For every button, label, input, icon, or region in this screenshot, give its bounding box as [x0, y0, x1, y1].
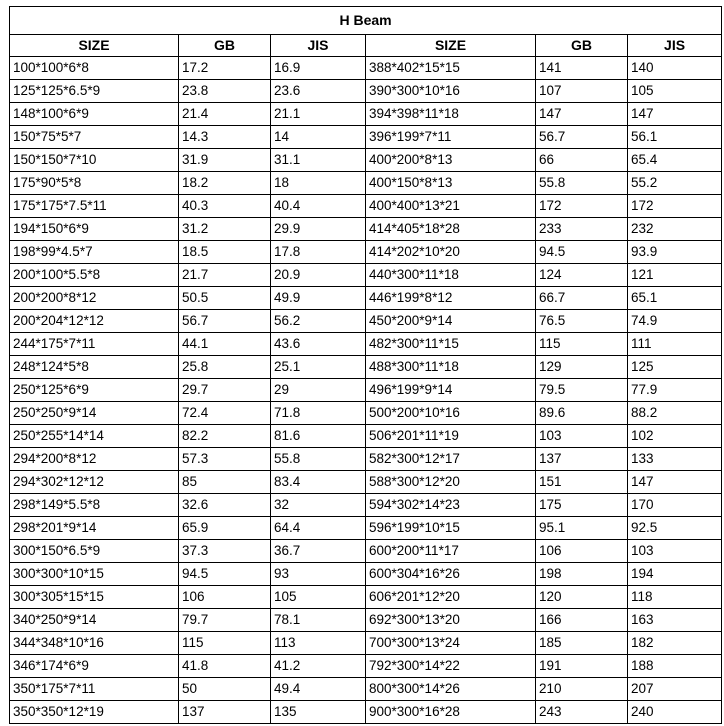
cell-size-left: 250*125*6*9: [10, 379, 179, 402]
cell-gb-left: 29.7: [179, 379, 271, 402]
cell-gb-right: 198: [536, 563, 628, 586]
cell-jis-right: 140: [628, 57, 722, 80]
cell-jis-right: 77.9: [628, 379, 722, 402]
cell-jis-right: 147: [628, 471, 722, 494]
table-row: [10, 563, 722, 586]
cell-jis-right: 232: [628, 218, 722, 241]
header-gb-left: GB: [179, 35, 271, 57]
cell-jis-right: 207: [628, 678, 722, 701]
cell-size-left: 298*149*5.5*8: [10, 494, 179, 517]
cell-gb-right: 95.1: [536, 517, 628, 540]
cell-gb-left: 85: [179, 471, 271, 494]
cell-size-left: 350*350*12*19: [10, 701, 179, 724]
cell-size-left: 248*124*5*8: [10, 356, 179, 379]
cell-jis-left: 64.4: [271, 517, 366, 540]
table-row: [10, 655, 722, 678]
cell-jis-right: 163: [628, 609, 722, 632]
cell-size-right: 582*300*12*17: [366, 448, 536, 471]
cell-size-right: 500*200*10*16: [366, 402, 536, 425]
cell-gb-left: 56.7: [179, 310, 271, 333]
cell-jis-right: 55.2: [628, 172, 722, 195]
cell-size-left: 175*90*5*8: [10, 172, 179, 195]
table-row: [10, 218, 722, 241]
cell-gb-right: 172: [536, 195, 628, 218]
cell-size-right: 800*300*14*26: [366, 678, 536, 701]
cell-size-left: 294*302*12*12: [10, 471, 179, 494]
cell-gb-right: 166: [536, 609, 628, 632]
h-beam-table-container: [9, 6, 721, 724]
cell-size-right: 400*200*8*13: [366, 149, 536, 172]
cell-jis-left: 93: [271, 563, 366, 586]
cell-size-right: 482*300*11*15: [366, 333, 536, 356]
table-row: [10, 425, 722, 448]
cell-size-right: 506*201*11*19: [366, 425, 536, 448]
cell-jis-right: 88.2: [628, 402, 722, 425]
cell-size-left: 350*175*7*11: [10, 678, 179, 701]
cell-jis-left: 21.1: [271, 103, 366, 126]
cell-size-right: 496*199*9*14: [366, 379, 536, 402]
table-row: [10, 701, 722, 724]
cell-jis-right: 133: [628, 448, 722, 471]
cell-jis-left: 113: [271, 632, 366, 655]
table-row: [10, 126, 722, 149]
cell-jis-left: 17.8: [271, 241, 366, 264]
cell-gb-left: 41.8: [179, 655, 271, 678]
cell-jis-left: 31.1: [271, 149, 366, 172]
cell-jis-right: 240: [628, 701, 722, 724]
table-row: [10, 149, 722, 172]
cell-size-left: 294*200*8*12: [10, 448, 179, 471]
cell-jis-right: 118: [628, 586, 722, 609]
cell-jis-right: 188: [628, 655, 722, 678]
cell-jis-left: 83.4: [271, 471, 366, 494]
cell-gb-right: 94.5: [536, 241, 628, 264]
table-row: [10, 379, 722, 402]
cell-gb-left: 18.5: [179, 241, 271, 264]
table-row: [10, 678, 722, 701]
table-row: [10, 103, 722, 126]
cell-size-left: 300*305*15*15: [10, 586, 179, 609]
cell-jis-left: 23.6: [271, 80, 366, 103]
cell-jis-right: 56.1: [628, 126, 722, 149]
cell-gb-left: 57.3: [179, 448, 271, 471]
cell-size-right: 394*398*11*18: [366, 103, 536, 126]
cell-gb-left: 14.3: [179, 126, 271, 149]
cell-jis-left: 20.9: [271, 264, 366, 287]
cell-size-right: 692*300*13*20: [366, 609, 536, 632]
cell-size-left: 175*175*7.5*11: [10, 195, 179, 218]
header-row: [10, 35, 722, 57]
cell-gb-right: 191: [536, 655, 628, 678]
cell-gb-right: 106: [536, 540, 628, 563]
cell-gb-right: 147: [536, 103, 628, 126]
cell-size-right: 900*300*16*28: [366, 701, 536, 724]
cell-gb-left: 21.4: [179, 103, 271, 126]
cell-size-left: 340*250*9*14: [10, 609, 179, 632]
cell-gb-right: 137: [536, 448, 628, 471]
cell-gb-left: 18.2: [179, 172, 271, 195]
cell-size-right: 388*402*15*15: [366, 57, 536, 80]
cell-gb-left: 31.9: [179, 149, 271, 172]
cell-jis-left: 105: [271, 586, 366, 609]
cell-gb-left: 137: [179, 701, 271, 724]
cell-gb-right: 79.5: [536, 379, 628, 402]
title-row: [10, 7, 722, 35]
cell-size-right: 488*300*11*18: [366, 356, 536, 379]
cell-gb-right: 103: [536, 425, 628, 448]
cell-gb-left: 50: [179, 678, 271, 701]
cell-size-left: 200*204*12*12: [10, 310, 179, 333]
header-gb-right: GB: [536, 35, 628, 57]
cell-gb-left: 94.5: [179, 563, 271, 586]
cell-size-right: 700*300*13*24: [366, 632, 536, 655]
cell-jis-right: 65.1: [628, 287, 722, 310]
table-row: [10, 195, 722, 218]
table-row: [10, 310, 722, 333]
cell-gb-right: 120: [536, 586, 628, 609]
cell-jis-right: 103: [628, 540, 722, 563]
cell-jis-right: 93.9: [628, 241, 722, 264]
cell-size-left: 194*150*6*9: [10, 218, 179, 241]
cell-jis-right: 92.5: [628, 517, 722, 540]
cell-size-right: 446*199*8*12: [366, 287, 536, 310]
cell-gb-right: 151: [536, 471, 628, 494]
cell-size-left: 150*75*5*7: [10, 126, 179, 149]
cell-gb-left: 44.1: [179, 333, 271, 356]
cell-jis-right: 170: [628, 494, 722, 517]
cell-jis-right: 147: [628, 103, 722, 126]
table-row: [10, 632, 722, 655]
cell-size-right: 792*300*14*22: [366, 655, 536, 678]
cell-jis-right: 111: [628, 333, 722, 356]
cell-gb-right: 56.7: [536, 126, 628, 149]
header-size-right: SIZE: [366, 35, 536, 57]
cell-jis-left: 55.8: [271, 448, 366, 471]
cell-size-right: 390*300*10*16: [366, 80, 536, 103]
cell-size-left: 250*250*9*14: [10, 402, 179, 425]
cell-gb-left: 23.8: [179, 80, 271, 103]
cell-jis-left: 40.4: [271, 195, 366, 218]
cell-gb-left: 79.7: [179, 609, 271, 632]
cell-size-left: 344*348*10*16: [10, 632, 179, 655]
cell-size-left: 200*100*5.5*8: [10, 264, 179, 287]
cell-gb-right: 175: [536, 494, 628, 517]
cell-gb-right: 243: [536, 701, 628, 724]
table-row: [10, 241, 722, 264]
table-title: H Beam: [10, 7, 722, 35]
cell-size-left: 250*255*14*14: [10, 425, 179, 448]
cell-gb-right: 129: [536, 356, 628, 379]
cell-jis-left: 43.6: [271, 333, 366, 356]
header-jis-left: JIS: [271, 35, 366, 57]
cell-jis-left: 78.1: [271, 609, 366, 632]
cell-gb-right: 89.6: [536, 402, 628, 425]
cell-jis-right: 65.4: [628, 149, 722, 172]
cell-gb-left: 25.8: [179, 356, 271, 379]
cell-jis-right: 172: [628, 195, 722, 218]
cell-jis-left: 29.9: [271, 218, 366, 241]
cell-gb-left: 65.9: [179, 517, 271, 540]
cell-gb-right: 55.8: [536, 172, 628, 195]
table-row: [10, 264, 722, 287]
cell-size-right: 414*405*18*28: [366, 218, 536, 241]
cell-gb-right: 185: [536, 632, 628, 655]
cell-jis-right: 182: [628, 632, 722, 655]
table-row: [10, 609, 722, 632]
cell-jis-left: 36.7: [271, 540, 366, 563]
cell-size-right: 596*199*10*15: [366, 517, 536, 540]
cell-size-right: 414*202*10*20: [366, 241, 536, 264]
cell-size-left: 125*125*6.5*9: [10, 80, 179, 103]
cell-gb-left: 72.4: [179, 402, 271, 425]
table-row: [10, 172, 722, 195]
cell-size-right: 600*200*11*17: [366, 540, 536, 563]
cell-size-left: 198*99*4.5*7: [10, 241, 179, 264]
table-body: [10, 57, 722, 724]
header-size-left: SIZE: [10, 35, 179, 57]
header-jis-right: JIS: [628, 35, 722, 57]
table-row: [10, 402, 722, 425]
table-row: [10, 80, 722, 103]
cell-size-left: 298*201*9*14: [10, 517, 179, 540]
cell-jis-left: 25.1: [271, 356, 366, 379]
cell-jis-left: 14: [271, 126, 366, 149]
cell-gb-right: 76.5: [536, 310, 628, 333]
cell-jis-right: 194: [628, 563, 722, 586]
cell-size-right: 594*302*14*23: [366, 494, 536, 517]
cell-jis-right: 121: [628, 264, 722, 287]
cell-jis-left: 49.4: [271, 678, 366, 701]
cell-jis-left: 49.9: [271, 287, 366, 310]
cell-gb-left: 21.7: [179, 264, 271, 287]
cell-jis-right: 125: [628, 356, 722, 379]
cell-jis-right: 105: [628, 80, 722, 103]
table-row: [10, 333, 722, 356]
cell-gb-right: 66.7: [536, 287, 628, 310]
h-beam-table: [9, 6, 722, 724]
cell-size-left: 148*100*6*9: [10, 103, 179, 126]
cell-size-left: 300*300*10*15: [10, 563, 179, 586]
table-row: [10, 471, 722, 494]
cell-gb-right: 124: [536, 264, 628, 287]
cell-gb-right: 233: [536, 218, 628, 241]
cell-jis-left: 41.2: [271, 655, 366, 678]
cell-size-left: 100*100*6*8: [10, 57, 179, 80]
cell-size-right: 606*201*12*20: [366, 586, 536, 609]
table-row: [10, 356, 722, 379]
cell-gb-right: 115: [536, 333, 628, 356]
cell-gb-left: 106: [179, 586, 271, 609]
cell-jis-left: 18: [271, 172, 366, 195]
cell-jis-left: 71.8: [271, 402, 366, 425]
cell-gb-right: 107: [536, 80, 628, 103]
table-row: [10, 448, 722, 471]
table-row: [10, 287, 722, 310]
cell-gb-left: 40.3: [179, 195, 271, 218]
table-row: [10, 540, 722, 563]
cell-jis-left: 56.2: [271, 310, 366, 333]
cell-size-left: 346*174*6*9: [10, 655, 179, 678]
cell-gb-left: 50.5: [179, 287, 271, 310]
cell-jis-right: 102: [628, 425, 722, 448]
cell-gb-left: 37.3: [179, 540, 271, 563]
cell-gb-right: 66: [536, 149, 628, 172]
table-row: [10, 586, 722, 609]
table-row: [10, 57, 722, 80]
cell-size-left: 244*175*7*11: [10, 333, 179, 356]
cell-size-right: 450*200*9*14: [366, 310, 536, 333]
cell-size-left: 150*150*7*10: [10, 149, 179, 172]
cell-gb-left: 32.6: [179, 494, 271, 517]
cell-size-right: 600*304*16*26: [366, 563, 536, 586]
cell-size-right: 440*300*11*18: [366, 264, 536, 287]
cell-jis-left: 16.9: [271, 57, 366, 80]
cell-gb-right: 141: [536, 57, 628, 80]
cell-jis-right: 74.9: [628, 310, 722, 333]
cell-jis-left: 81.6: [271, 425, 366, 448]
cell-gb-left: 17.2: [179, 57, 271, 80]
cell-gb-left: 115: [179, 632, 271, 655]
cell-size-left: 200*200*8*12: [10, 287, 179, 310]
cell-gb-left: 31.2: [179, 218, 271, 241]
cell-jis-left: 135: [271, 701, 366, 724]
cell-gb-right: 210: [536, 678, 628, 701]
table-row: [10, 494, 722, 517]
cell-size-right: 396*199*7*11: [366, 126, 536, 149]
cell-size-right: 588*300*12*20: [366, 471, 536, 494]
cell-gb-left: 82.2: [179, 425, 271, 448]
cell-size-right: 400*150*8*13: [366, 172, 536, 195]
cell-jis-left: 29: [271, 379, 366, 402]
cell-size-left: 300*150*6.5*9: [10, 540, 179, 563]
cell-jis-left: 32: [271, 494, 366, 517]
table-row: [10, 517, 722, 540]
cell-size-right: 400*400*13*21: [366, 195, 536, 218]
